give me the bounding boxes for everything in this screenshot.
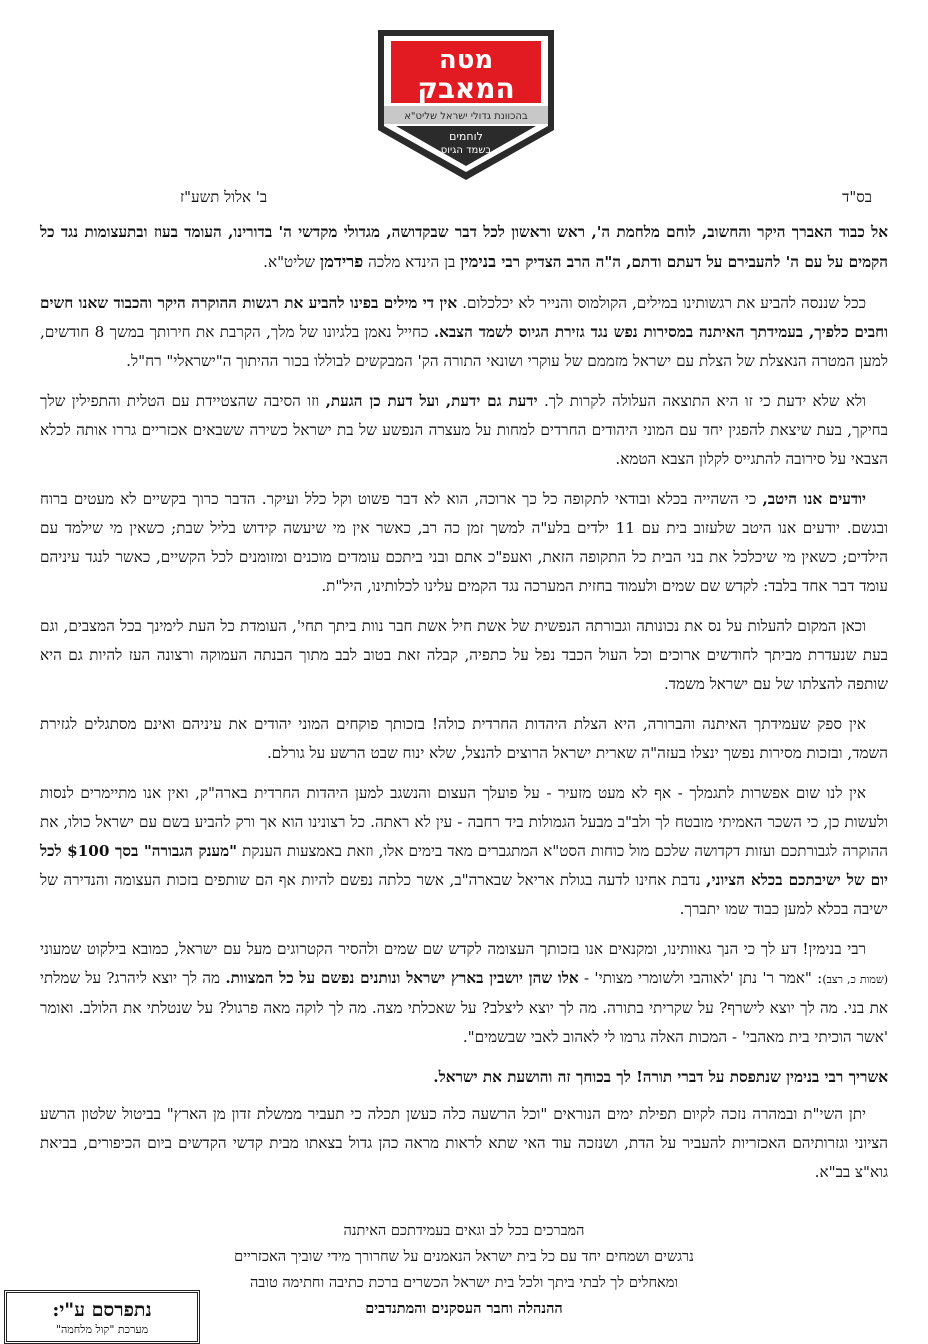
address-surname: פרידמן	[319, 252, 364, 271]
address-text-2: בן הינדא מלכה	[363, 253, 461, 271]
address-name: בנימין	[460, 252, 497, 271]
p6-text-2: נדבת אחינו לדעה בגולת אריאל שבארה"ב, אשר כלתה נפשם להיות אף הם שותפים בזכות העצומה והנדירה של ישיבה בכלא למען כבוד שמו יתברך.	[40, 871, 888, 918]
p6-text-1: אין לנו שום אפשרות לתגמלך - אף לא מעט מזעיר - על פועלך העצום והנשגב למען היהדות החרדית בארה"ק, ואין אנו מתיימרים לנסות ולעשות כן, כי השכר האמיתי מובטח לך ולב"ב מבעל הגמולות ביד רחבה - עין לא ראתה. כל רצונינו הוא אך ורק להביע בשם עם ישראל כולו, את ההוקרה לגבורתכם ועזות דקדושה שלכם מול כוחות הסט"א המתגברים מאד בימים אלו, וזאת באמצעות הענקת	[40, 784, 888, 860]
organization-logo	[374, 26, 558, 184]
letter-address	[40, 218, 888, 277]
stamp-title: נתפרסם ע"י:	[52, 1299, 152, 1321]
signature-line-4: ההנהלה וחבר העסקנים והמתנדבים	[365, 1300, 563, 1317]
p1-text-1: ככל שננסה להביע את רגשותינו במילים, הקולמוס והנייר לא יכלכלום.	[457, 294, 867, 312]
letter-body	[40, 218, 888, 1198]
paragraph-9: יתן השי"ת ובמהרה נזכה לקיום תפילת ימים הנוראים "וכל הרשעה כלה כעשן תכלה כי תעביר ממשלת זדון מן הארץ" בביטול שלטון הרשע הציוני וגזרותיהם האכזריות להעביר על הדת, ושנזכה עוד האי שתא לראות מראה כהן גדול בצאתו מבית קדשי הקדשים ביום הכיפורים, בביאת גוא"צ בב"א.	[40, 1105, 888, 1181]
signature-line-2: נרגשים ושמחים יחד עם כל בית ישראל הנאמנים על שחרורך מידי שוביך האכזריים	[234, 1249, 694, 1265]
signature-line-3: ומאחלים לך לבתי ביתך ולכל בית ישראל הכשרים ברכת כתיבה וחתימה טובה	[249, 1275, 679, 1291]
p1-text-2: כחייל נאמן בלגיונו של מלך, הקרבת את חירותך במשך 8 חודשים, למען המטרה הנאצלת של הצלת עם ישראל מזממם של עוקרי ושונאי התורה הק' המבקשים לבוללו בכור ההיתוך ה"ישראלי" רח"ל.	[40, 323, 888, 370]
logo-title-line2: המאבק	[417, 72, 515, 105]
p1-bold-1: אין די מילים בפינו להביע את רגשות ההוקרה היקר והכבוד שאנו חשים וחבים כלפיך, בעמידתך האיתנה במסירות נפש נגד גזירת הגיוס לשמד הצבא.	[40, 294, 888, 341]
logo-bottom-line2: בשמד הגיוס	[440, 145, 492, 156]
paragraph-7	[40, 935, 888, 1052]
signature-block	[214, 1218, 714, 1322]
letter-date: ב' אלול תשע"ז	[180, 188, 268, 206]
p7-text-2: : "אמר ר' נתן 'לאוהבי ולשומרי מצותי' -	[578, 969, 823, 987]
paragraph-4: וכאן המקום להעלות על נס את נכונותה וגבורתה הנפשית של אשת חיל אשת חבר נוות ביתך תחי', העומדת כל העת לימינך בכל המצבים, וגם בעת שנעדרת מביתך לחודשים ארוכים וכל העול הכבד נפל על כתפיה, קבלה זאת בטוב לבב מתוך הבנתה העמוקה ורצונה העז להיות גם היא שותפה להצלתו של עם ישראל משמד.	[40, 617, 888, 693]
paragraph-5: אין ספק שעמידתך האיתנה והברורה, היא הצלת היהדות החרדית כולה! בזכותך פוקחים המוני יהודים את עיניהם ואינם מסתגלים לגזירת השמד, ובזכות מסירות נפשך ינצלו בעזה"ה שארית ישראל הרוצים להנצל, שלא ינוח שבט הרשע על גורלם.	[40, 715, 888, 762]
p3-bold-1: יודעים אנו היטב,	[762, 490, 866, 508]
p7-bold-1: אלו שהן יושבין בארץ ישראל ונותנים נפשם על כל המצוות.	[225, 969, 579, 987]
paragraph-2	[40, 387, 888, 474]
p7-source-ref: (שמות כ, רצב)	[822, 973, 889, 986]
logo-bottom-line1: לוחמים	[449, 130, 483, 143]
address-text-3: שליט"א.	[263, 253, 320, 271]
p2-text-1: ולא שלא ידעת כי זו היא התוצאה העלולה לקרות לך.	[537, 392, 866, 410]
bsd-heading: בס"ד	[842, 188, 872, 206]
logo-title-line1: מטה	[438, 45, 494, 75]
paragraph-6	[40, 779, 888, 924]
paragraph-8: אשריך רבי בנימין שנתפסת על דברי תורה! לך בכוחך זה והושעת את ישראל.	[433, 1068, 888, 1086]
p3-text-1: כי השהייה בכלא ובודאי לתקופה כל כך ארוכה, הוא לא דבר פשוט וקל כלל ועיקר. הדבר כרוך בקשיים לא מעטים ברוח ובגשם. יודעים אנו היטב שלעזוב בית עם 11 ילדים בלע"ה למשך זמן כה רב, כאשר אין מי שיעשה קידוש בליל שבת; כשאין מי שילמד עם הילדים; כשאין מי שיכלכל את בני הבית כל התקופה הזאת, ואעפ"כ אתם ובני ביתכם עומדים מוכנים ומזומנים לכל הקשיים, כאשר לנגד עיניהם עומד דבר אחד בלבד: לקדש שם שמים ולעמוד בחזית המערכה נגד הקמים עלינו לכלותינו, היל"ת.	[40, 490, 888, 595]
signature-line-1: המברכים בכל לב וגאים בעמידתכם האיתנה	[343, 1223, 585, 1239]
stamp-subtitle: מערכת "קול מלחמה"	[55, 1323, 149, 1336]
p2-bold-1: ידעת גם ידעת, ועל דעת כן הגעת,	[325, 392, 538, 410]
paragraph-1	[40, 289, 888, 376]
paragraph-3	[40, 485, 888, 601]
address-text-1: אל כבוד האברך היקר והחשוב, לוחם מלחמת ה', ראש וראשון לכל דבר שבקדושה, מגדולי מקדשי ה' בדורינו, העומד בעוז ובתעצומות נגד כל הקמים על עם ה' להעבירם על דעתם ודתם, ה"ה הרב הצדיק רבי	[40, 223, 888, 271]
p7-text-3: מה לך יוצא ליהרג? על שמלתי את בני. מה לך יוצא לישרף? על שקריתי בתורה. מה לך יוצא ליצלב? על שאכלתי מצה. מה לך לוקה מאה פרגול? על שנטלתי את הלולב. ואומר 'אשר הוכיתי בית מאהבי' - המכות האלה גרמו לי לאהוב לאבי שבשמים".	[40, 969, 888, 1046]
p2-text-2: וזו הסיבה שהצטיידת עם הטלית והתפילין שלך בחיקך, בעת שיצאת להפגין יחד עם המוני היהודים החרדים למחות על מעצרה הנפשע של בת ישראל כשירה ששבאים אכזריים גררו אותה לכלא הצבאי על סירובה להתגייס לקלון הצבא הטמא.	[40, 392, 888, 468]
p7-text-1: רבי בנימין! דע לך כי הנך גאוותינו, ומקנאים אנו בזכותך העצומה לקדש שם שמים ולהסיר הקטרוגים מעל עם ישראל, כמובא בילקוט שמעוני	[40, 940, 866, 958]
logo-ribbon-text: בהכוונת גדולי ישראל שליט"א	[404, 111, 528, 122]
p6-bold-1: "מענק הגבורה" בסך $100 לכל יום של ישיבתכם בכלא הציוני,	[40, 842, 888, 889]
